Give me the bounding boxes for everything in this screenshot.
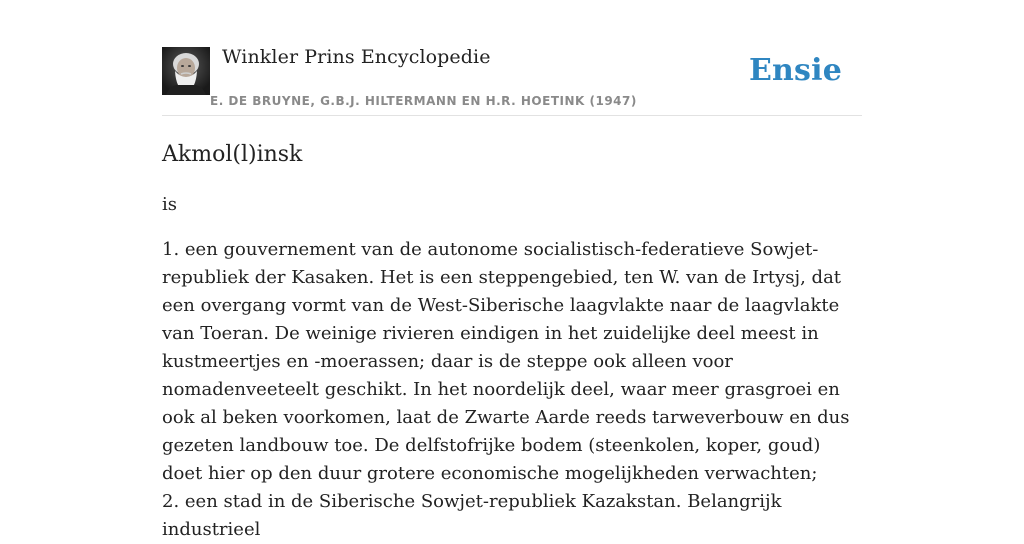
- site-title[interactable]: Winkler Prins Encyclopedie: [222, 46, 491, 68]
- entry-body: [162, 236, 862, 544]
- portrait-icon: [162, 47, 210, 95]
- brand-logo[interactable]: Ensie: [748, 53, 842, 88]
- site-authors: E. DE BRUYNE, G.B.J. HILTERMANN EN H.R. HOETINK (1947): [210, 94, 637, 108]
- entry-paragraph-2: 2. een stad in de Siberische Sowjet-republiek Kazakstan. Belangrijk industrieel: [162, 491, 782, 540]
- entry-paragraph-1: 1. een gouvernement van de autonome socialistisch-federatieve Sowjet-republiek der Kasaken. Het is een steppengebied, ten W. van de Irtysj, dat een overgang vormt van de West-Siberische laagvlakte naar de laagvlakte van Toeran. De weinige rivieren eindigen in het zuidelijke deel meest in kustmeertjes en -moerassen; daar is de steppe ook alleen voor nomadenveeteelt geschikt. In het noordelijk deel, waar meer grasgroei en ook al beken voorkomen, laat de Zwarte Aarde reeds tarweverbouw en dus gezeten landbouw toe. De delfstofrijke bodem (steenkolen, koper, goud) doet hier op den duur grotere economische mogelijkheden verwachten;: [162, 239, 850, 484]
- author-avatar[interactable]: [162, 47, 210, 95]
- entry-title: Akmol(l)insk: [162, 142, 303, 167]
- entry-intro: is: [162, 194, 177, 215]
- site-header: [162, 45, 862, 116]
- entry-content: [162, 140, 862, 544]
